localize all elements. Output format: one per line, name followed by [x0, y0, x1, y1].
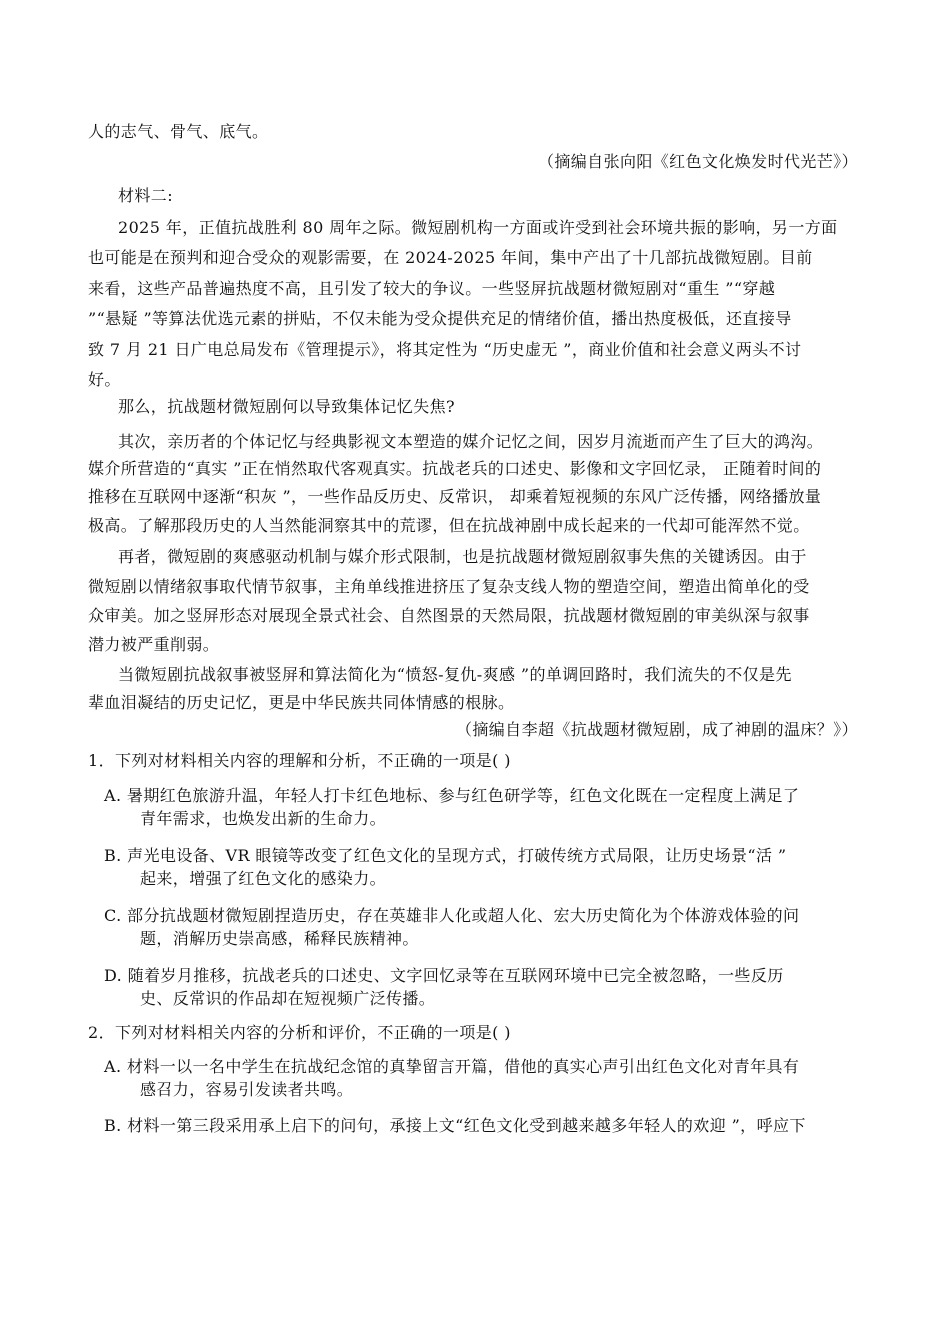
material2-heading: 材料二: [118, 186, 173, 205]
material1-tail: 人的志气、骨气、底气。 [88, 122, 269, 141]
question-1-stem: 1．下列对材料相关内容的理解和分析，不正确的一项是( ) [88, 751, 511, 770]
source-citation-2: （摘编自李超《抗战题材微短剧，成了神剧的温床？》） [455, 720, 858, 739]
exam-page: 人的志气、骨气、底气。 （摘编自张向阳《红色文化焕发时代光芒》） 材料二: 2025 年，正值抗战胜利 80 周年之际。微短剧机构一方面或许受到社会环境共振的影响，另一方面 也可能是在预判和迎合受众的观影需要，在 2024-2025 年间，集中产出了十几部抗战微短剧。目前 来看，这些产品普遍热度不高，且引发了较大的争议。一些竖屏抗战题材微短剧对“重生 ”“穿越 ”“悬疑 ”等算法优选元素的拼贴，不仅未能为受众提供充足的情绪价值，播出热度极低，还直接导 致 7 月 21 日广电总局发布《管理提示》，将其定性为 “历史虚无 ”，商业价值和社会意义两头不讨 好。 那么，抗战题材微短剧何以导致集体记忆失焦? 其次，亲历者的个体记忆与经典影视文本塑造的媒介记忆之间，因岁月流逝而产生了巨大的鸿沟。 媒介所营造的“真实 ”正在悄然取代客观真实。抗战老兵的口述史、影像和文字回忆录， 正随着时间的 推移在互联网中逐渐“积灰 ”，一些作品反历史、反常识， 却乘着短视频的东风广泛传播，网络播放量 极高。了解那段历史的人当然能洞察其中的荒谬，但在抗战神剧中成长起来的一代却可能浑然不觉。 再者，微短剧的爽感驱动机制与媒介形式限制，也是抗战题材微短剧叙事失焦的关键诱因。由于 微短剧以情绪叙事取代情节叙事，主角单线推进挤压了复杂支线人物的塑造空间，塑造出简单化的受 众审美。加之竖屏形态对展现全景式社会、自然图景的天然局限，抗战题材微短剧的审美纵深与叙事 潜力被严重削弱。 当微短剧抗战叙事被竖屏和算法简化为“愤怒-复仇-爽感 ”的单调回路时，我们流失的不仅是先 辈血泪凝结的历史记忆，更是中华民族共同体情感的根脉。 （摘编自李超《抗战题材微短剧，成了神剧的温床？》） 1．下列对材料相关内容的理解和分析，不正确的一项是( ) A. 暑期红色旅游升温，年轻人打卡红色地标、参与红色研学等，红色文化既在一定程度上满足了 青年需求，也焕发出新的生命力。 B. 声光电设备、VR 眼镜等改变了红色文化的呈现方式，打破传统方式局限，让历史场景“活 ” 起来，增强了红色文化的感染力。 C. 部分抗战题材微短剧捏造历史，存在英雄非人化或超人化、宏大历史简化为个体游戏体验的问 题，消解历史崇高感，稀释民族精神。 D. 随着岁月推移，抗战老兵的口述史、文字回忆录等在互联网环境中已完全被忽略，一些反历 史、反常识的作品却在短视频广泛传播。 2．下列对材料相关内容的分析和评价，不正确的一项是( ) A. 材料一以一名中学生在抗战纪念馆的真挚留言开篇，借他的真实心声引出红色文化对青年具有 感召力，容易引发读者共鸣。 B. 材料一第三段采用承上启下的问句，承接上文“红色文化受到越来越多年轻人的欢迎 ”，呼应下 [0, 0, 950, 1344]
source-citation-1: （摘编自张向阳《红色文化焕发时代光芒》） [537, 152, 858, 171]
question-2-stem: 2．下列对材料相关内容的分析和评价，不正确的一项是( ) [88, 1023, 511, 1042]
